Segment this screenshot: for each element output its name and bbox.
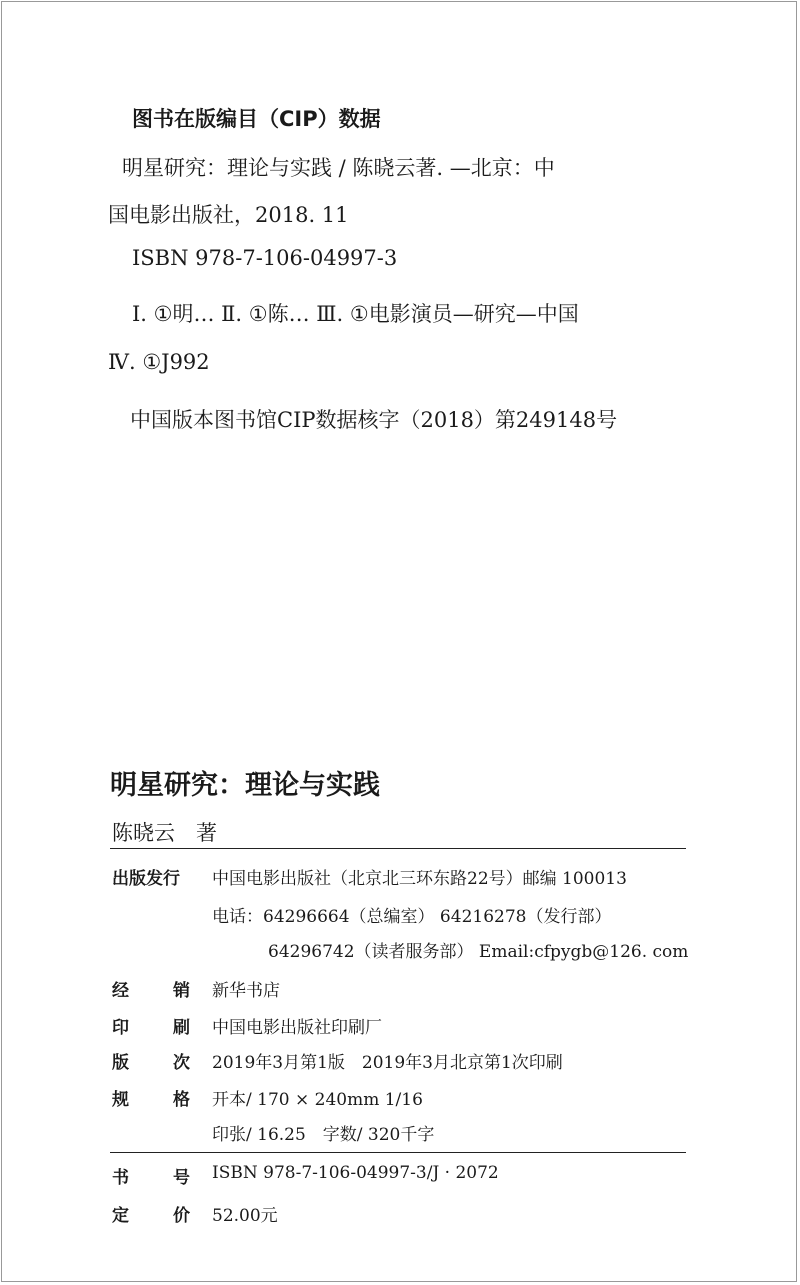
label-char: 次 xyxy=(173,1053,190,1073)
distributor-value: 新华书店 xyxy=(212,981,280,1001)
label-char: 规 xyxy=(112,1090,129,1110)
cip-heading: 图书在版编目（CIP）数据 xyxy=(132,107,381,131)
cip-classification-number: Ⅳ. ①J992 xyxy=(108,350,210,374)
cip-line: 国电影出版社，2018. 11 xyxy=(108,203,349,227)
edition-label xyxy=(112,1048,190,1073)
book-number-value: ISBN 978-7-106-04997-3/J · 2072 xyxy=(212,1163,499,1183)
distributor-label xyxy=(112,976,190,1001)
spec-format: 开本/ 170 × 240mm 1/16 xyxy=(212,1090,423,1110)
label-char: 价 xyxy=(173,1206,190,1226)
edition-value: 2019年3月第1版 2019年3月北京第1次印刷 xyxy=(212,1053,563,1073)
label-char: 销 xyxy=(173,981,190,1001)
book-title: 明星研究：理论与实践 xyxy=(110,770,380,801)
publisher-contact: 64296742（读者服务部） Email:cfpygb@126. com xyxy=(268,942,689,962)
publisher-label: 出版发行 xyxy=(112,869,180,889)
book-author: 陈晓云 著 xyxy=(112,821,217,845)
label-char: 定 xyxy=(112,1206,129,1226)
spec-label xyxy=(112,1085,190,1110)
label-char: 版 xyxy=(112,1053,129,1073)
cip-line: 明星研究：理论与实践 / 陈晓云著. —北京：中 xyxy=(122,156,555,180)
cip-classification: Ⅰ. ①明… Ⅱ. ①陈… Ⅲ. ①电影演员—研究—中国 xyxy=(132,302,579,326)
divider-top xyxy=(110,848,686,849)
price-label xyxy=(112,1201,190,1226)
printer-label xyxy=(112,1013,190,1038)
label-char: 经 xyxy=(112,981,129,1001)
cip-record-number: 中国版本图书馆CIP数据核字（2018）第249148号 xyxy=(130,408,618,432)
publisher-phone: 电话：64296664（总编室） 64216278（发行部） xyxy=(212,907,612,927)
label-char: 格 xyxy=(173,1090,190,1110)
printer-value: 中国电影出版社印刷厂 xyxy=(212,1018,382,1038)
price-value: 52.00元 xyxy=(212,1206,278,1226)
spec-sheets: 印张/ 16.25 字数/ 320千字 xyxy=(212,1125,435,1145)
label-char: 印 xyxy=(112,1018,129,1038)
label-char: 书 xyxy=(112,1168,129,1188)
cip-isbn: ISBN 978-7-106-04997-3 xyxy=(132,246,398,270)
label-char: 号 xyxy=(173,1168,190,1188)
book-number-label xyxy=(112,1163,190,1188)
publisher-value: 中国电影出版社（北京北三环东路22号）邮编 100013 xyxy=(212,869,627,889)
divider-bottom xyxy=(110,1152,686,1153)
label-char: 刷 xyxy=(173,1018,190,1038)
